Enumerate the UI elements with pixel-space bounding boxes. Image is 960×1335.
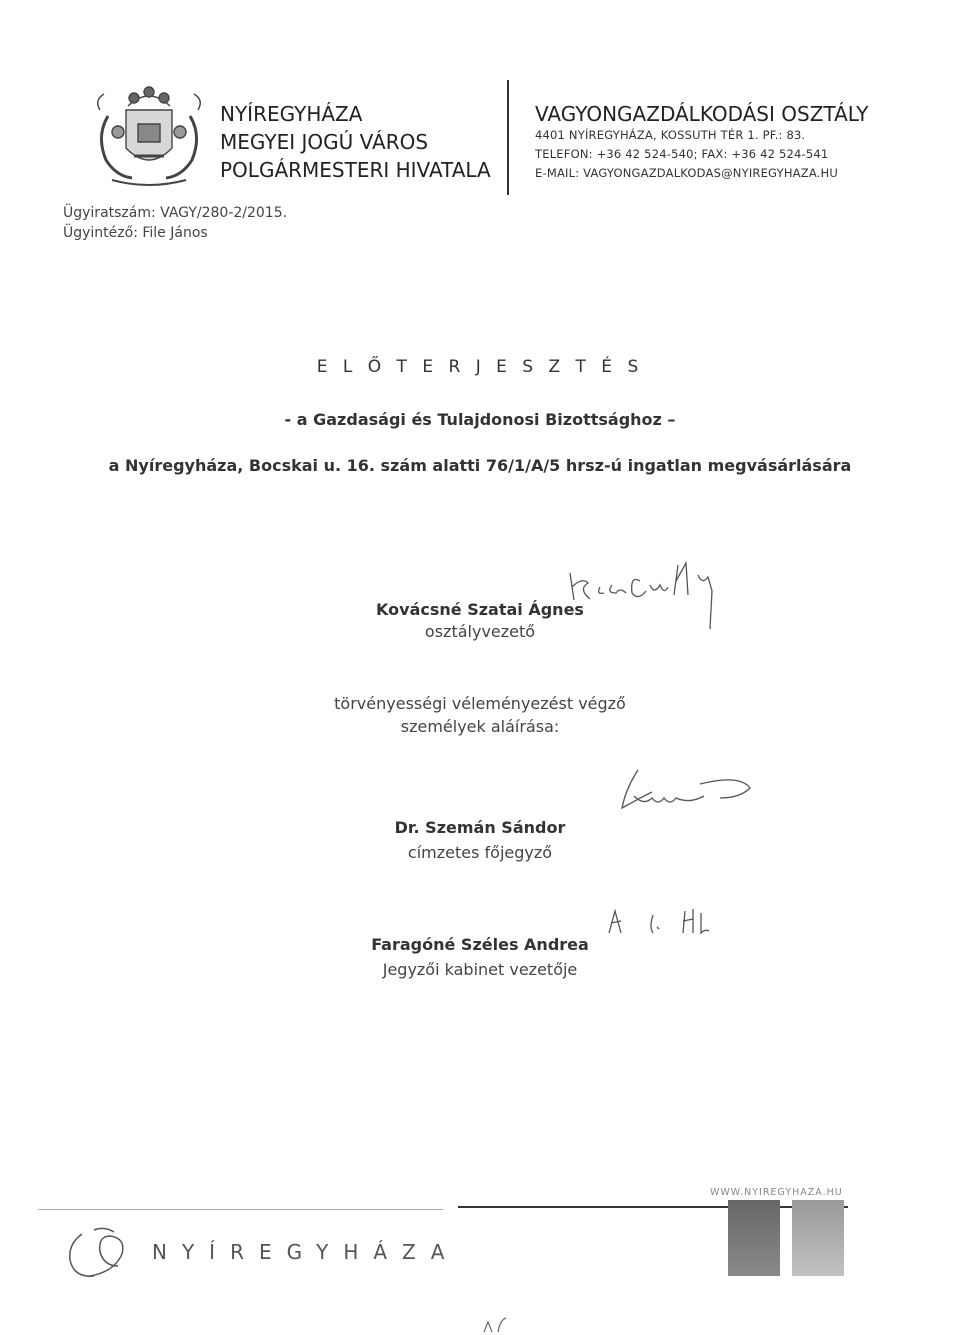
footer-rule: [458, 1206, 848, 1208]
document-title: E L Ő T E R J E S Z T É S: [316, 357, 644, 377]
decorative-bar: [728, 1200, 780, 1276]
legal-review-note: törvényességi véleményezést végző: [334, 694, 626, 713]
signatory-role: címzetes főjegyző: [407, 843, 553, 862]
signatory-name: Kovácsné Szatai Ágnes: [376, 600, 584, 619]
city-name-line: POLGÁRMESTERI HIVATALA: [220, 158, 491, 182]
city-name-line: MEGYEI JOGÚ VÁROS: [220, 130, 429, 154]
department-address: 4401 NYÍREGYHÁZA, KOSSUTH TÉR 1. PF.: 83.: [535, 128, 806, 142]
department-phone: TELEFON: +36 42 524-540; FAX: +36 42 524-541: [535, 147, 829, 161]
document-subject: a Nyíregyháza, Bocskai u. 16. szám alatti 76/1/A/5 hrsz-ú ingatlan megvásárlására: [108, 456, 852, 475]
legal-review-note: személyek aláírása:: [400, 717, 560, 736]
signatory-name: Dr. Szemán Sándor: [394, 818, 566, 837]
handwritten-initials: [605, 905, 715, 937]
signatory-role: Jegyzői kabinet vezetője: [382, 960, 578, 979]
decorative-bar: [792, 1200, 844, 1276]
website-url: WWW.NYIREGYHAZA.HU: [710, 1187, 843, 1198]
coat-of-arms-emblem: [88, 80, 210, 192]
case-administrator: Ügyintéző: File János: [63, 225, 208, 241]
handwritten-mark: [480, 1316, 510, 1335]
city-logo-icon: [60, 1222, 130, 1282]
handwritten-signature: [600, 758, 770, 818]
department-email: E-MAIL: VAGYONGAZDALKODAS@NYIREGYHAZA.HU: [535, 166, 839, 180]
document-addressee: - a Gazdasági és Tulajdonosi Bizottsághoz –: [284, 410, 676, 429]
city-brand-wordmark: NYÍREGYHÁZA: [152, 1240, 460, 1264]
file-number: Ügyiratszám: VAGY/280-2/2015.: [63, 205, 288, 221]
header-divider: [507, 80, 509, 195]
signatory-name: Faragóné Széles Andrea: [371, 935, 589, 954]
signatory-role: osztályvezető: [424, 622, 536, 641]
footer-rule: [38, 1209, 443, 1210]
city-name-block: [220, 100, 491, 184]
department-title: VAGYONGAZDÁLKODÁSI OSZTÁLY: [535, 102, 869, 126]
city-name-line: NYÍREGYHÁZA: [220, 102, 363, 126]
